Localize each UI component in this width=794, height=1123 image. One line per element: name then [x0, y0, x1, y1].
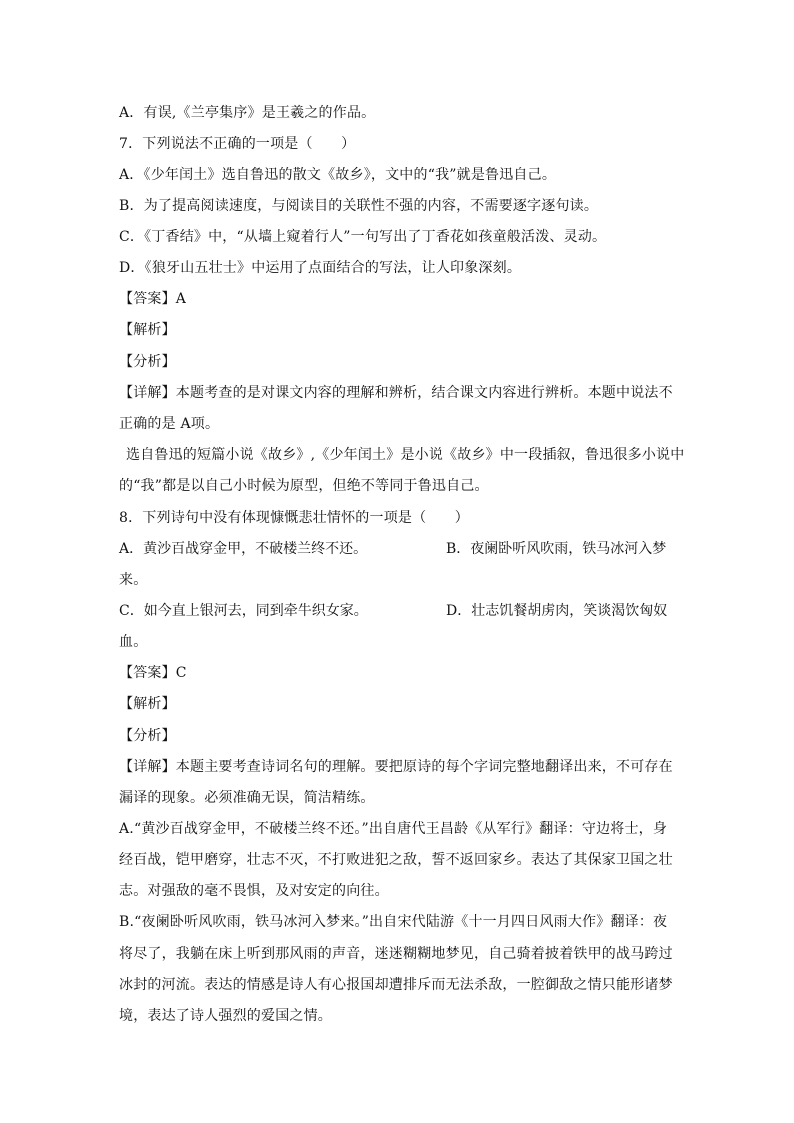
question-7-option-c: C．《丁香结》中，“从墙上窥着行人”一句写出了丁香花如孩童般活泼、灵动。 — [119, 229, 607, 245]
question-8-explain-b-cont1: 将尽了，我躺在床上听到那风雨的声音，迷迷糊糊地梦见，自己骑着披着铁甲的战马跨过 — [119, 946, 673, 962]
question-8-explain-b-cont2: 冰封的河流。表达的情感是诗人有心报国却遭排斥而无法杀敌，一腔御敌之情只能形诸梦 — [119, 977, 673, 993]
question-8-option-c: C．如今直上银河去，同到牵牛织女家。 — [119, 603, 368, 619]
question-8-option-d-cont: 血。 — [119, 634, 148, 650]
question-7-explanation-detail-cont: 的“我”都是以自己小时候为原型，但绝不等同于鲁迅自己。 — [119, 478, 489, 494]
question-8-explain-b: B.“夜阑卧听风吹雨，铁马冰河入梦来。”出自宋代陆游《十一月四日风雨大作》翻译：夜 — [119, 914, 668, 930]
question-8-explanation-cont: 漏译的现象。必须准确无误，简洁精练。 — [119, 790, 375, 806]
question-8-explanation: 【详解】本题主要考查诗词名句的理解。要把原诗的每个字词完整地翻译出来，不可存在 — [119, 759, 673, 775]
question-8-option-a: A．黄沙百战穿金甲，不破楼兰终不还。 — [119, 541, 368, 557]
question-8-stem: 8．下列诗句中没有体现慷慨悲壮情怀的一项是（ ） — [119, 510, 469, 526]
question-7-explanation-cont: 正确的是 A项。 — [119, 416, 220, 432]
question-7-option-d: D．《狼牙山五壮士》中运用了点面结合的写法，让人印象深刻。 — [119, 260, 522, 276]
question-8-explain-b-cont3: 境，表达了诗人强烈的爱国之情。 — [119, 1008, 332, 1024]
question-8-explain-a-cont1: 经百战，铠甲磨穿，壮志不灭，不打败进犯之敌，誓不返回家乡。表达了其保家卫国之壮 — [119, 852, 673, 868]
question-8-explain-a-cont2: 志。对强敌的毫不畏惧，及对安定的向往。 — [119, 883, 389, 899]
question-7-answer: 【答案】A — [119, 291, 187, 307]
option-a-note: A．有误,《兰亭集序》是王羲之的作品。 — [119, 105, 376, 121]
question-8-option-b: B．夜阑卧听风吹雨，铁马冰河入梦 — [446, 541, 667, 557]
question-8-answer: 【答案】C — [119, 665, 187, 681]
question-8-explain-a: A.“黄沙百战穿金甲，不破楼兰终不还。”出自唐代王昌龄《从军行》翻译：守边将士，身 — [119, 821, 668, 837]
question-8-analysis-label: 【解析】 — [119, 696, 176, 712]
question-8-fenxi-label: 【分析】 — [119, 728, 176, 744]
question-8-option-d: D．壮志饥餐胡虏肉，笑谈渴饮匈奴 — [446, 603, 668, 619]
question-7-explanation-detail: 选自鲁迅的短篇小说《故乡》,《少年闰土》是小说《故乡》中一段插叙，鲁迅很多小说中 — [126, 447, 685, 463]
question-8-option-b-cont: 来。 — [119, 572, 148, 588]
question-7-option-a: A．《少年闰土》选自鲁迅的散文《故乡》，文中的“我”就是鲁迅自己。 — [119, 167, 557, 183]
question-7-fenxi-label: 【分析】 — [119, 354, 176, 370]
question-7-explanation: 【详解】本题考查的是对课文内容的理解和辨析，结合课文内容进行辨析。本题中说法不 — [119, 385, 673, 401]
question-7-analysis-label: 【解析】 — [119, 322, 176, 338]
question-7-stem: 7．下列说法不正确的一项是（ ） — [119, 136, 356, 152]
question-7-option-b: B．为了提高阅读速度，与阅读目的关联性不强的内容，不需要逐字逐句读。 — [119, 198, 599, 214]
